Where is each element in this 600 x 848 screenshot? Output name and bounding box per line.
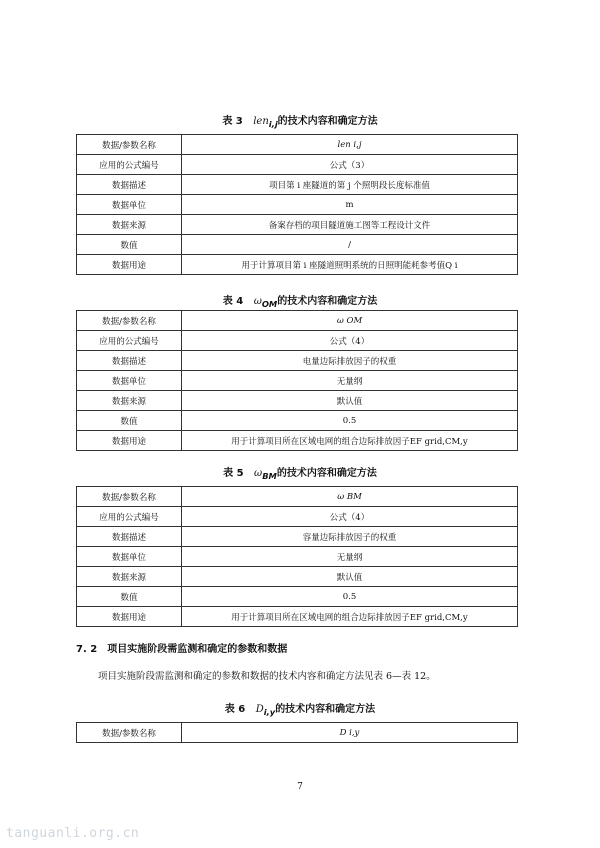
row-value xyxy=(182,487,518,507)
row-value: 备案存档的项目隧道施工图等工程设计文件 xyxy=(182,215,518,235)
row-label: 应用的公式编号 xyxy=(77,507,182,527)
row-value xyxy=(182,723,518,743)
row-value: 项目第 i 座隧道的第 j 个照明段长度标准值 xyxy=(182,175,518,195)
row-value: 电量边际排放因子的权重 xyxy=(182,351,518,371)
caption-prefix: 表 5 xyxy=(223,468,244,479)
table-row xyxy=(77,723,518,743)
table-row xyxy=(77,235,518,255)
row-label: 数据用途 xyxy=(77,607,182,627)
row-label: 数据描述 xyxy=(77,527,182,547)
table-4-caption xyxy=(0,292,600,309)
table-row xyxy=(77,431,518,451)
row-value: 用于计算项目所在区域电网的组合边际排放因子EF grid,CM,y xyxy=(182,607,518,627)
caption-symbol: D xyxy=(255,704,264,715)
row-value: 用于计算项目第 i 座隧道照明系统的日照明能耗参考值Q i xyxy=(182,255,518,275)
body-paragraph: 项目实施阶段需监测和确定的参数和数据的技术内容和确定方法见表 6—表 12。 xyxy=(98,671,436,682)
caption-symbol: ω xyxy=(253,296,262,307)
row-label: 数值 xyxy=(77,587,182,607)
row-value: 默认值 xyxy=(182,567,518,587)
caption-sub: BM xyxy=(262,471,277,481)
caption-suffix: 的技术内容和确定方法 xyxy=(277,296,378,307)
table-row xyxy=(77,135,518,155)
value-text: len i,j xyxy=(337,139,362,150)
caption-suffix: 的技术内容和确定方法 xyxy=(277,116,378,127)
row-label: 数据描述 xyxy=(77,351,182,371)
value-text: ω OM xyxy=(336,315,363,326)
table-row xyxy=(77,311,518,331)
table-row xyxy=(77,255,518,275)
row-label: 数据来源 xyxy=(77,215,182,235)
row-label: 数值 xyxy=(77,411,182,431)
row-label: 数据/参数名称 xyxy=(77,311,182,331)
table-row xyxy=(77,155,518,175)
section-heading: 7. 2 项目实施阶段需监测和确定的参数和数据 xyxy=(76,644,288,655)
table-row xyxy=(77,607,518,627)
value-text: ω BM xyxy=(337,491,362,502)
table-3 xyxy=(76,134,518,275)
table-4 xyxy=(76,310,518,451)
caption-sub: i,j xyxy=(268,119,278,129)
table-row xyxy=(77,215,518,235)
table-row xyxy=(77,547,518,567)
row-value: m xyxy=(182,195,518,215)
row-label: 数据用途 xyxy=(77,255,182,275)
caption-suffix: 的技术内容和确定方法 xyxy=(275,704,376,715)
table-row xyxy=(77,391,518,411)
table-5 xyxy=(76,486,518,627)
table-row xyxy=(77,507,518,527)
caption-prefix: 表 3 xyxy=(222,116,243,127)
row-label: 应用的公式编号 xyxy=(77,331,182,351)
row-value: 公式（4） xyxy=(182,507,518,527)
row-label: 数据单位 xyxy=(77,195,182,215)
row-label: 数据/参数名称 xyxy=(77,723,182,743)
table-row xyxy=(77,371,518,391)
caption-symbol: ω xyxy=(254,468,263,479)
row-value: 公式（3） xyxy=(182,155,518,175)
table-3-caption xyxy=(0,112,600,129)
row-label: 数据单位 xyxy=(77,371,182,391)
row-value: 公式（4） xyxy=(182,331,518,351)
row-value: 无量纲 xyxy=(182,547,518,567)
page-number: 7 xyxy=(297,782,303,792)
caption-sub: i,y xyxy=(263,707,276,717)
table-6-caption xyxy=(0,700,600,717)
table-row xyxy=(77,351,518,371)
caption-prefix: 表 4 xyxy=(222,296,244,307)
table-row xyxy=(77,175,518,195)
table-row xyxy=(77,587,518,607)
caption-prefix: 表 6 xyxy=(224,704,246,715)
row-label: 数据来源 xyxy=(77,567,182,587)
table-row xyxy=(77,331,518,351)
table-row xyxy=(77,487,518,507)
row-value: 0.5 xyxy=(182,411,518,431)
table-5-caption xyxy=(0,464,600,481)
row-label: 应用的公式编号 xyxy=(77,155,182,175)
row-value: 容量边际排放因子的权重 xyxy=(182,527,518,547)
row-label: 数值 xyxy=(77,235,182,255)
watermark: tanguanli.org.cn xyxy=(6,826,140,841)
row-value: / xyxy=(182,235,518,255)
row-value xyxy=(182,311,518,331)
row-value: 无量纲 xyxy=(182,371,518,391)
caption-sub: OM xyxy=(261,299,278,309)
value-text: D i,y xyxy=(339,727,360,738)
table-6 xyxy=(76,722,518,743)
table-row xyxy=(77,195,518,215)
row-value: 用于计算项目所在区域电网的组合边际排放因子EF grid,CM,y xyxy=(182,431,518,451)
row-value: 默认值 xyxy=(182,391,518,411)
table-row xyxy=(77,411,518,431)
row-label: 数据来源 xyxy=(77,391,182,411)
row-label: 数据/参数名称 xyxy=(77,487,182,507)
table-row xyxy=(77,527,518,547)
row-label: 数据单位 xyxy=(77,547,182,567)
row-label: 数据用途 xyxy=(77,431,182,451)
row-label: 数据/参数名称 xyxy=(77,135,182,155)
caption-symbol: len xyxy=(253,116,269,127)
table-row xyxy=(77,567,518,587)
caption-suffix: 的技术内容和确定方法 xyxy=(276,468,377,479)
row-value: 0.5 xyxy=(182,587,518,607)
row-label: 数据描述 xyxy=(77,175,182,195)
row-value xyxy=(182,135,518,155)
